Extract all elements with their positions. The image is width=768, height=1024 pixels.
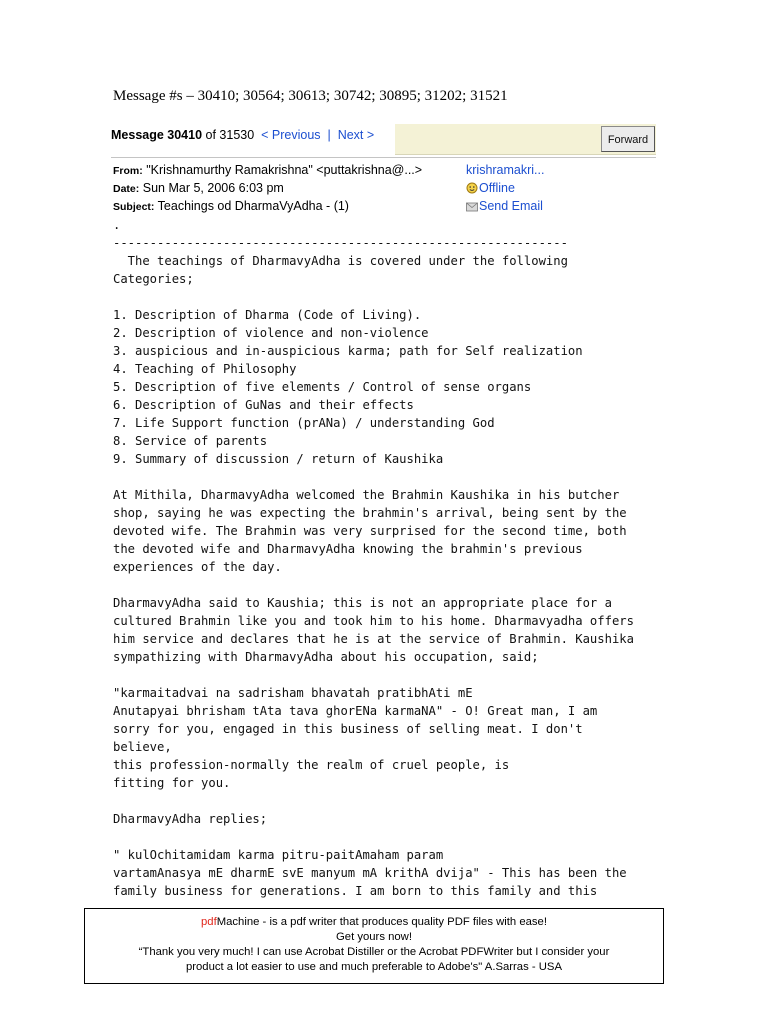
nav-toolbar-area xyxy=(395,124,656,155)
subject-row xyxy=(113,198,349,215)
sender-profile-link[interactable] xyxy=(466,162,544,178)
message-ids-heading: Message #s – 30410; 30564; 30613; 30742; 30895; 31202; 31521 xyxy=(113,88,508,104)
footer-line-2: Get yours now! xyxy=(336,931,412,943)
footer-brand: pdf xyxy=(201,916,217,928)
footer-line-3: “Thank you very much! I can use Acrobat Distiller or the Acrobat PDFWriter but I consider your xyxy=(138,946,610,958)
nav-separator: | xyxy=(327,128,331,142)
message-body: . -------------------------------------------------------------- The teachings of DharmavyAdha is covered under the following Categories; 1. Description of Dharma (Code of Living). 2. Description of violence and non-violence 3. auspicious and in-auspicious karma; path for Self realization 4. Teaching of Philosophy 5. Description of five elements / Control of sense organs 6. Description of GuNas and their effects 7. Life Support function (prANa) / understanding God 8. Service of parents 9. Summary of discussion / return of Kaushika At Mithila, DharmavyAdha welcomed the Brahmin Kaushika in his butcher shop, saying he was expecting the brahmin's arrival, being sent by the devoted wife. The Brahmin was very surprised for the second time, both the devoted wife and DharmavyAdha knowing the brahmin's previous experiences of the day. DharmavyAdha said to Kaushia; this is not an appropriate place for a cultured Brahmin like you and took him to his home. Dharmavyadha offers him service and declares that he is at the service of Brahmin. Kaushika sympathizing with DharmavyAdha about his occupation, said; "karmaitadvai na sadrisham bhavatah pratibhAti mE Anutapyai bhrisham tAta tava ghorENa karmaNA" - O! Great man, I am sorry for you, engaged in this business of selling meat. I don't believe, this profession-normally the realm of cruel people, is fitting for you. DharmavyAdha replies; " kulOchitamidam karma pitru-paitAmaham param vartamAnasya mE dharmE svE manyum mA krithA dvija" - This has been the family business for generations. I am born to this family and this xyxy=(113,218,634,898)
smiley-status-icon xyxy=(466,182,478,194)
next-link[interactable]: Next > xyxy=(337,128,375,142)
forward-button[interactable]: Forward xyxy=(601,126,655,152)
message-nav-bar xyxy=(111,124,656,154)
send-email-text[interactable]: Send Email xyxy=(479,199,543,213)
status-text: Offline xyxy=(479,181,515,195)
date-row xyxy=(113,180,284,197)
subject-value: Teachings od DharmaVyAdha - (1) xyxy=(157,199,349,213)
previous-link[interactable]: < Previous xyxy=(261,128,321,142)
sender-profile-text[interactable]: krishramakri... xyxy=(466,163,545,177)
footer-line-4: product a lot easier to use and much preferable to Adobe's" A.Sarras - USA xyxy=(185,961,563,973)
footer-line-1-text: Machine - is a pdf writer that produces quality PDF files with ease! xyxy=(216,916,547,928)
date-value: Sun Mar 5, 2006 6:03 pm xyxy=(142,181,284,195)
from-value: "Krishnamurthy Ramakrishna" <puttakrishna@...> xyxy=(146,163,423,177)
message-count: of 31530 xyxy=(202,128,255,142)
from-row xyxy=(113,162,422,179)
message-number-label: Message 30410 xyxy=(111,128,203,142)
send-email-link[interactable] xyxy=(466,198,543,214)
envelope-icon xyxy=(466,202,478,212)
header-divider xyxy=(111,157,656,158)
from-label: From: xyxy=(113,165,143,177)
message-nav-left xyxy=(111,124,395,154)
subject-label: Subject: xyxy=(113,201,155,213)
pdfmachine-footer xyxy=(84,908,664,984)
date-label: Date: xyxy=(113,183,140,195)
online-status xyxy=(466,180,515,196)
footer-line-1 xyxy=(85,915,663,930)
